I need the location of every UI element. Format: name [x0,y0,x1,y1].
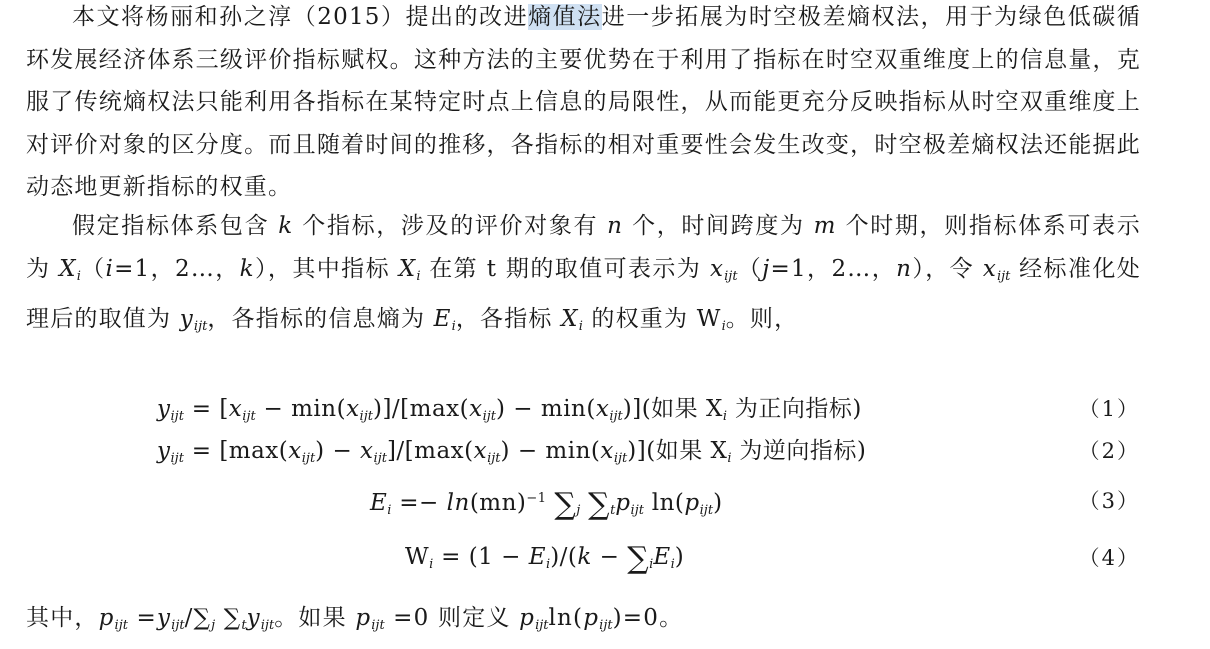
text-segment: 的权重为 [582,306,697,333]
equation-3-number: （3） [1078,489,1140,513]
paragraph1-text-start: 本文将杨丽和孙之淳（2015）提出的改进 [72,4,529,30]
math-variable: y [179,306,194,333]
math-subscript: i [721,319,726,335]
math-variable: W [696,306,722,333]
equation-1-number: （1） [1078,397,1140,421]
text-segment: ），其中指标 [254,255,399,282]
math-subscript: ijt [724,268,738,284]
selected-text-highlight[interactable]: 熵值法 [528,4,602,30]
math-subscript: i [451,319,456,335]
math-variable: i [105,255,115,282]
text-segment: ，各指标的信息熵为 [207,306,434,333]
text-segment: （ [737,255,763,282]
text-segment: 假定指标体系包含 [72,213,279,239]
text-segment: 。 [659,605,684,631]
math-variable: k [239,255,255,282]
text-segment: 个指标，涉及的评价对象有 [293,213,608,239]
math-subscript: ijt [193,319,208,335]
math-variable: n [607,213,624,239]
equation-2: $y_{ijt} = [\max(x_{ijt}) - x_{ijt}]/[\max(x_{ijt}) - \min(x_{ijt})]$(如果 $X_i$ 为逆向指标) [157,438,867,466]
math-subscript: i [76,268,81,284]
text-segment: 。如果 [274,605,356,631]
paragraph-definition: 其中，$p_{ijt} =y_{ijt}/\sum_j$ $\sum_ty_{ijt}$。如果 $p_{ijt} =0$ 则定义 $p_{ijt}\ln(p_{ijt})=0$。 [26,605,684,633]
text-segment: 经标准化处理后的取值为 [26,255,1141,333]
math-variable: x [709,255,725,282]
math-variable: E [433,306,452,333]
equation-1-condition-end: 为正向指标) [727,396,862,422]
equation-2-condition: (如果 X [646,438,728,464]
text-segment: ），令 [912,255,983,282]
equation-2-number: （2） [1078,439,1140,463]
paragraph1-text-end: 进一步拓展为时空极差熵权法，用于为绿色低碳循环发展经济体系三级评价指标赋权。这种方法的主要优势在于利用了指标在时空双重维度上的信息量，克服了传统熵权法只能利用各指标在某特定时点上信息的局限性，从而能更充分反映指标从时空双重维度上对评价对象的区分度。而且随着时间的推移，各指标的相对重要性会发生改变，时空极差熵权法还能据此动态地更新指标的权重。 [26,4,1141,201]
text-segment: 在第 t 期的取值可表示为 [420,255,710,282]
math-variable: x [982,255,997,282]
paragraph-assumptions [26,205,1141,349]
math-variable: m [813,213,837,239]
math-variable: j [762,255,771,282]
text-segment: ，各指标 [455,306,562,333]
math-subscript: i [578,319,583,335]
equation-4: $W_i = (1 - E_i)/(k - \sum_iE_i)$ [405,541,685,576]
math-variable: n [896,255,913,282]
equation-2-condition-end: 为逆向指标) [731,438,867,464]
math-variable: k [278,213,294,239]
text-segment: 个，时间跨度为 [623,213,814,239]
text-segment: =1，2…， [114,255,240,282]
math-variable: X [59,255,77,282]
text-segment: =1，2…， [770,255,897,282]
text-segment: 则定义 [429,605,520,631]
equation-3: $E_i =- \ln(mn)^{-1}$ $\sum_j$ $\sum_tp_{ijt}$ $\ln(p_{ijt})$ [370,487,723,522]
paragraph-method-intro [26,0,1141,209]
math-subscript: ijt [996,268,1011,284]
equation-4-number: （4） [1078,546,1140,570]
text-segment: （ [80,255,106,282]
text-segment: 。则， [725,306,799,333]
text-segment: 个时期，则指标体系可表示为 [26,213,1141,282]
math-variable: X [398,255,417,282]
math-subscript: i [416,268,421,284]
equation-1-condition: (如果 X [641,396,723,422]
math-variable: X [561,306,579,333]
equation-1: $y_{ijt} = [x_{ijt} - \min(x_{ijt})]/[\max(x_{ijt}) - \min(x_{ijt})]$(如果 $X_i$ 为正向指标) [157,396,862,424]
text-segment: 其中， [26,605,99,631]
